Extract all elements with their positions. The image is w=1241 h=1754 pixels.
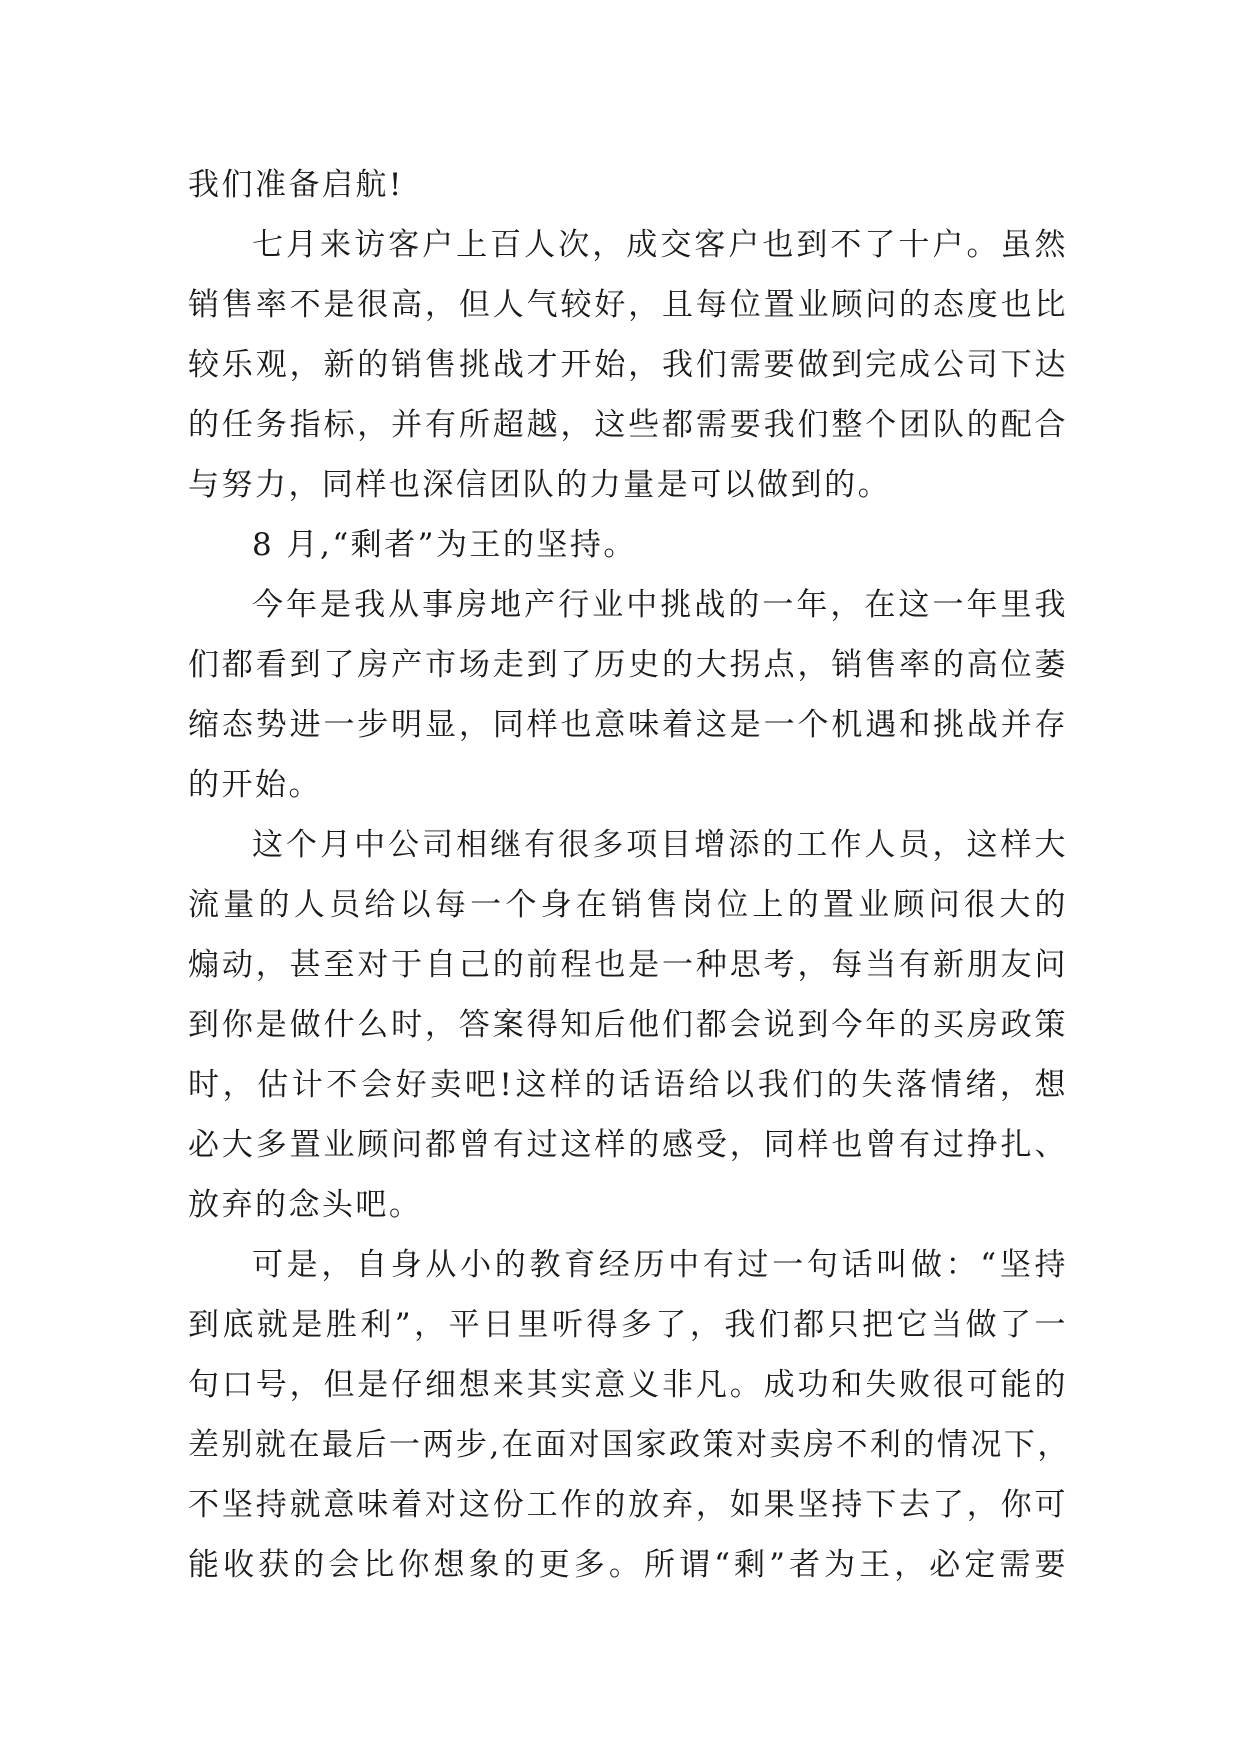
text-line: 流量的人员给以每一个身在销售岗位上的置业顾问很大的 (188, 887, 1068, 923)
text-line: 到你是做什么时，答案得知后他们都会说到今年的买房政策 (188, 1007, 1068, 1043)
text-line: 到底就是胜利”，平日里听得多了，我们都只把它当做了一 (188, 1307, 1068, 1343)
text-line: 8 月,“剩者”为王的坚持。 (252, 527, 637, 563)
text-line: 我们准备启航! (188, 167, 404, 203)
text-line: 的开始。 (188, 767, 322, 803)
text-line: 时，估计不会好卖吧!这样的话语给以我们的失落情绪，想 (188, 1067, 1068, 1103)
text-line: 能收获的会比你想象的更多。所谓“剩”者为王，必定需要 (188, 1547, 1068, 1583)
text-line: 们都看到了房产市场走到了历史的大拐点，销售率的高位萎 (188, 647, 1068, 683)
text-line: 的任务指标，并有所超越，这些都需要我们整个团队的配合 (188, 407, 1068, 443)
text-line: 必大多置业顾问都曾有过这样的感受，同样也曾有过挣扎、 (188, 1127, 1068, 1163)
text-line: 今年是我从事房地产行业中挑战的一年，在这一年里我 (252, 587, 1068, 623)
text-line: 与努力，同样也深信团队的力量是可以做到的。 (188, 467, 892, 503)
text-line: 差别就在最后一两步,在面对国家政策对卖房不利的情况下， (188, 1427, 1071, 1463)
text-line: 不坚持就意味着对这份工作的放弃，如果坚持下去了，你可 (188, 1487, 1068, 1523)
text-line: 较乐观，新的销售挑战才开始，我们需要做到完成公司下达 (188, 347, 1068, 383)
text-line: 这个月中公司相继有很多项目增添的工作人员，这样大 (252, 827, 1068, 863)
text-line: 煽动，甚至对于自己的前程也是一种思考，每当有新朋友问 (188, 947, 1068, 983)
text-line: 七月来访客户上百人次，成交客户也到不了十户。虽然 (252, 227, 1068, 263)
document-body (188, 155, 1071, 1595)
text-line: 句口号，但是仔细想来其实意义非凡。成功和失败很可能的 (188, 1367, 1068, 1403)
text-line: 可是，自身从小的教育经历中有过一句话叫做：“坚持 (252, 1247, 1068, 1283)
text-line: 销售率不是很高，但人气较好，且每位置业顾问的态度也比 (188, 287, 1068, 323)
text-line: 放弃的念头吧。 (188, 1187, 423, 1223)
text-line: 缩态势进一步明显，同样也意味着这是一个机遇和挑战并存 (188, 707, 1068, 743)
